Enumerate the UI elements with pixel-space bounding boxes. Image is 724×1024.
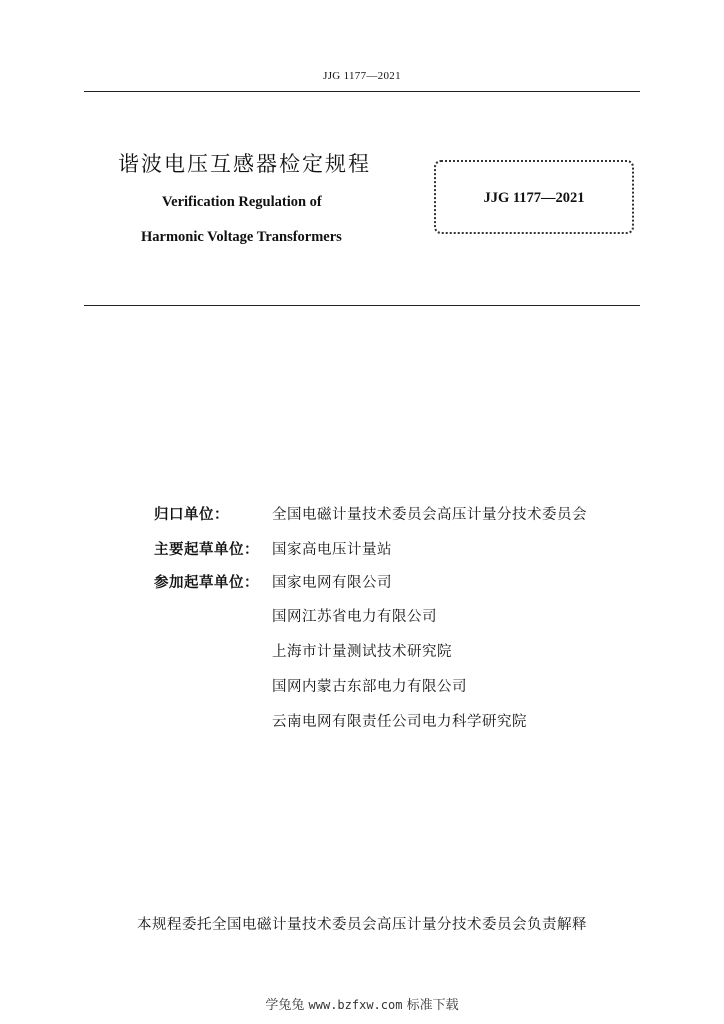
english-title-line-2: Harmonic Voltage Transformers [141,229,342,245]
authority-row [154,503,587,524]
participant-item: 国网江苏省电力有限公司 [272,609,437,625]
watermark-prefix: 学兔兔 [265,998,305,1013]
main-drafter-value: 国家高电压计量站 [272,542,392,558]
watermark-url: www.bzfxw.com [308,998,403,1012]
watermark-suffix: 标准下载 [406,998,459,1013]
participant-item: 上海市计量测试技术研究院 [272,644,452,660]
chinese-title: 谐波电压互感器检定规程 [118,152,371,176]
participant-item: 云南电网有限责任公司电力科学研究院 [272,714,527,730]
participants-label: 参加起草单位： [154,575,259,591]
participants-row [154,571,392,592]
watermark [0,994,724,1013]
participant-item: 国家电网有限公司 [272,575,392,591]
standard-code-box [434,160,634,234]
header-standard-code: JJG 1177—2021 [323,70,401,82]
english-title-line-1: Verification Regulation of [162,194,322,210]
authority-value: 全国电磁计量技术委员会高压计量分技术委员会 [272,507,587,523]
interpretation-note: 本规程委托全国电磁计量技术委员会高压计量分技术委员会负责解释 [137,917,587,933]
participant-item: 国网内蒙古东部电力有限公司 [272,679,467,695]
middle-divider [84,305,640,306]
authority-label: 归口单位： [154,507,229,523]
top-divider [84,91,640,92]
standard-code: JJG 1177—2021 [483,190,585,206]
main-drafter-row [154,538,392,559]
main-drafter-label: 主要起草单位： [154,542,259,558]
